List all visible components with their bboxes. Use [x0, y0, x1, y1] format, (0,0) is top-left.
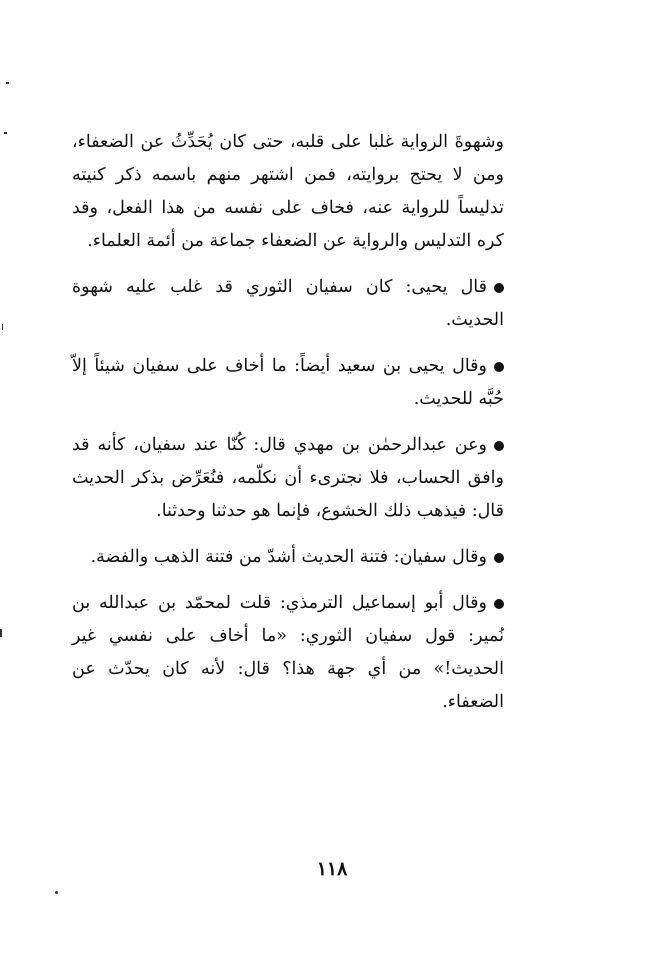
paragraph-yahya-quote	[72, 271, 504, 337]
scan-speck	[4, 132, 7, 134]
paragraph-yahya-ibn-said-quote	[72, 350, 504, 416]
bullet-icon	[494, 441, 504, 451]
scan-speck	[2, 324, 3, 330]
paragraph-sufyan-quote	[72, 541, 504, 574]
paragraph-intro	[72, 126, 504, 258]
scan-speck	[55, 891, 58, 894]
paragraph-text: وعن عبدالرحمٰن بن مهدي قال: كُنّا عند سفيان، كأنه قد وافق الحساب، فلا نجترىء أن نكلّمه، فنُعَرِّض بذكر الحديث قال: فيذهب ذلك الخشوع، فإنما هو حدثنا وحدثنا.	[72, 435, 504, 521]
page-number: ١١٨	[316, 858, 348, 880]
bullet-icon	[494, 553, 504, 563]
bullet-icon	[494, 362, 504, 372]
paragraph-text: قال يحيى: كان سفيان الثوري قد غلب عليه شهوة الحديث.	[72, 277, 504, 330]
scan-speck	[0, 629, 2, 637]
paragraph-tirmidhi-quote	[72, 587, 504, 719]
bullet-icon	[494, 599, 504, 609]
scan-speck	[6, 82, 9, 84]
paragraph-text: وقال سفيان: فتنة الحديث أشدّ من فتنة الذهب والفضة.	[90, 547, 487, 567]
bullet-icon	[494, 283, 504, 293]
paragraph-text: وشهوةَ الرواية غلبا على قلبه، حتى كان يُحَدِّثُ عن الضعفاء، ومن لا يحتج بروايته، فمن اشتهر منهم باسمه ذكر كنيته تدليساً للرواية عنه، فخاف على نفسه من هذا الفعل، وقد كره التدليس والرواية عن الضعفاء جماعة من أئمة العلماء.	[72, 132, 504, 251]
page-body	[72, 126, 504, 719]
paragraph-abdulrahman-quote	[72, 429, 504, 528]
paragraph-text: وقال يحيى بن سعيد أيضاً: ما أخاف على سفيان شيئاً إلاّ حُبَّه للحديث.	[72, 356, 504, 409]
paragraph-text: وقال أبو إسماعيل الترمذي: قلت لمحمّد بن عبدالله بن نُمير: قول سفيان الثوري: «ما أخاف على نفسي غير الحديث!» من أي جهة هذا؟ قال: لأنه كان يحدّث عن الضعفاء.	[72, 593, 504, 712]
